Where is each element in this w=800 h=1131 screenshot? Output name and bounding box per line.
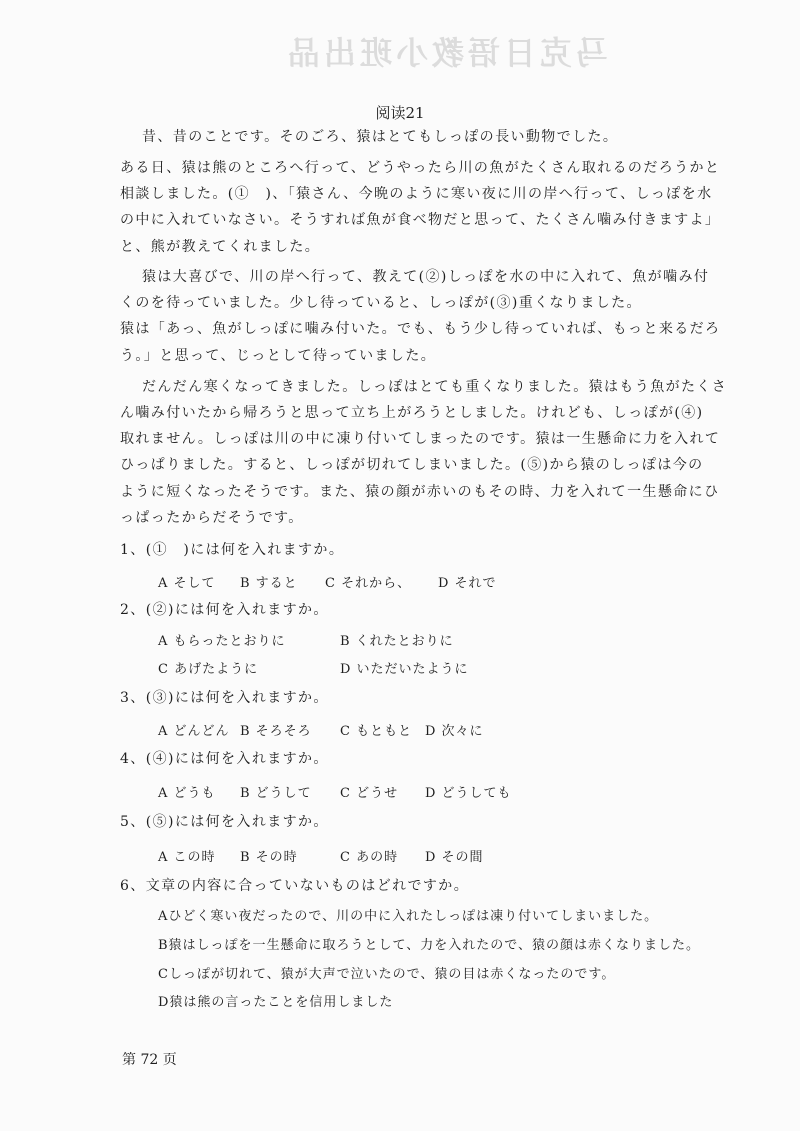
passage-line: ひっぱりました。すると、しっぽが切れてしまいました。(⑤)から猿のしっぽは今の [120, 457, 704, 473]
question-4: 4、(④)には何を入れますか。 [120, 751, 329, 767]
q2-option-a: A もらったとおりに [158, 634, 286, 649]
page-number: 第 72 页 [122, 1052, 177, 1068]
q3-option-d: D 次々に [425, 724, 484, 739]
passage-line: 取れません。しっぽは川の中に凍り付いてしまったのです。猿は一生懸命に力を入れて [120, 431, 721, 447]
passage-line: だんだん寒くなってきました。しっぽはとても重くなりました。猿はもう魚がたくさ [142, 379, 728, 395]
q2-option-d: D いただいたように [340, 662, 469, 677]
watermark-header: 马克日语教小班出品 [283, 34, 608, 72]
q1-option-d: D それで [438, 576, 497, 591]
question-1: 1、(① )には何を入れますか。 [120, 542, 345, 558]
q5-option-b: B その時 [240, 850, 298, 865]
q2-option-b: B くれたとおりに [340, 634, 454, 649]
q1-option-a: A そして [158, 576, 216, 591]
q4-option-a: A どうも [158, 786, 216, 801]
q4-option-d: D どうしても [425, 786, 512, 801]
q4-option-c: C どうせ [340, 786, 399, 801]
question-6: 6、文章の内容に合っていないものはどれですか。 [120, 878, 470, 894]
question-5: 5、(⑤)には何を入れますか。 [120, 814, 329, 830]
q6-option-c: Cしっぽが切れて、猿が大声で泣いたので、猿の目は赤くなったのです。 [158, 967, 616, 982]
q3-option-c: C もともと [340, 724, 413, 739]
q6-option-b: B猿はしっぽを一生懸命に取ろうとして、力を入れたので、猿の顔は赤くなりました。 [158, 938, 701, 953]
q1-option-c: C それから、 [325, 576, 412, 591]
q4-option-b: B どうして [240, 786, 312, 801]
passage-line: の中に入れていなさい。そうすれば魚が食べ物だと思って、たくさん噛み付きますよ」 [120, 212, 721, 228]
passage-line: 相談しました。(① )、「猿さん、今晩のように寒い夜に川の岸へ行って、しっぽを水 [120, 186, 713, 202]
q3-option-b: B そろそろ [240, 724, 312, 739]
page-title: 阅读21 [375, 104, 425, 122]
q3-option-a: A どんどん [158, 724, 230, 739]
question-3: 3、(③)には何を入れますか。 [120, 690, 329, 706]
passage-line: う。」と思って、じっとして待っていました。 [120, 348, 437, 364]
passage-line: ように短くなったそうです。また、猿の顔が赤いのもその時、力を入れて一生懸命にひ [120, 484, 720, 500]
q5-option-c: C あの時 [340, 850, 399, 865]
passage-line: 猿は大喜びで、川の岸へ行って、教えて(②)しっぽを水の中に入れて、魚が噛み付 [142, 269, 710, 285]
q6-option-d: D猿は熊の言ったことを信用しました [158, 995, 394, 1010]
q5-option-d: D その間 [425, 850, 484, 865]
q5-option-a: A この時 [158, 850, 216, 865]
passage-line: ある日、猿は熊のところへ行って、どうやったら川の魚がたくさん取れるのだろうかと [120, 160, 721, 176]
q1-option-b: B すると [240, 576, 298, 591]
passage-line: 猿は「あっ、魚がしっぽに噛み付いた。でも、もう少し待っていれば、もっと来るだろ [120, 321, 721, 337]
passage-line: っぱったからだそうです。 [120, 510, 304, 526]
passage-line: 昔、昔のことです。そのごろ、猿はとてもしっぽの長い動物でした。 [142, 129, 619, 145]
q2-option-c: C あげたように [158, 662, 259, 677]
passage-line: ん噛み付いたから帰ろうと思って立ち上がろうとしました。けれども、しっぽが(④) [120, 405, 704, 421]
question-2: 2、(②)には何を入れますか。 [120, 602, 329, 618]
passage-line: くのを待っていました。少し待っていると、しっぽが(③)重くなりました。 [120, 295, 642, 311]
passage-line: と、熊が教えてくれました。 [120, 239, 321, 255]
q6-option-a: Aひどく寒い夜だったので、川の中に入れたしっぽは凍り付いてしまいました。 [158, 909, 659, 924]
